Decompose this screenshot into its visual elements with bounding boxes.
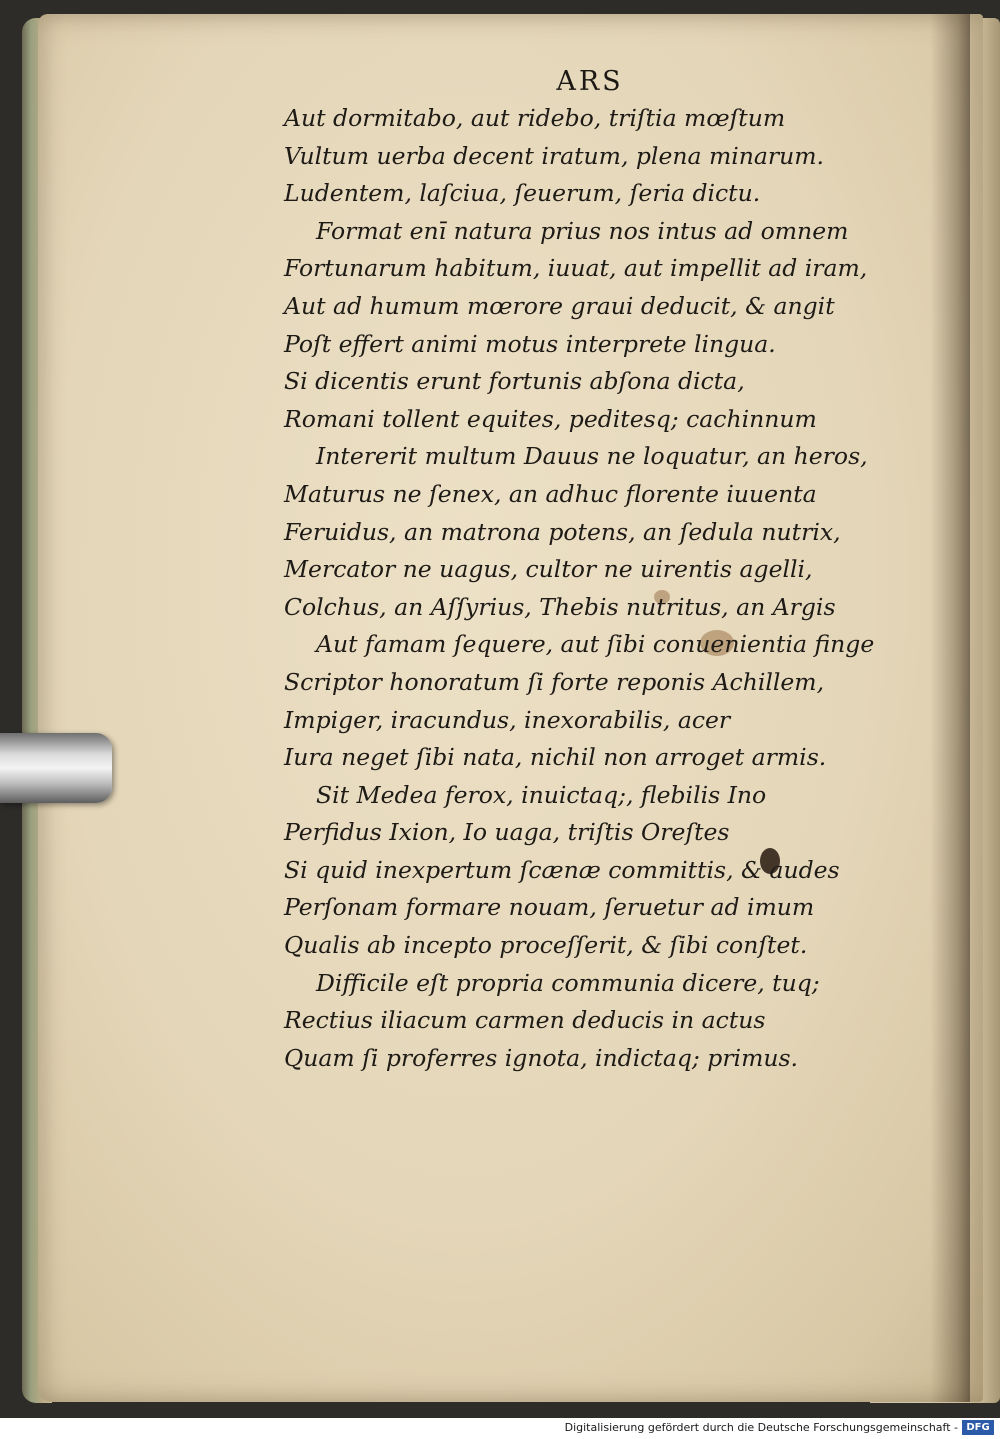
verse-line: Perſonam formare nouam, ſeruetur ad imum (284, 893, 815, 922)
verse-line: Aut famam ſequere, aut ſibi conuenientia finge (316, 630, 875, 659)
page-clip (0, 733, 112, 803)
verse-line: Feruidus, an matrona potens, an ſedula nutrix, (284, 517, 841, 546)
verse-line: Qualis ab incepto proceſſerit, & ſibi conſtet. (284, 931, 808, 960)
verse-line: Ludentem, laſciua, ſeuerum, ſeria dictu. (284, 179, 761, 208)
page-heading: ARS (556, 66, 624, 97)
verse-line: Vultum uerba decent iratum, plena minarum. (284, 141, 825, 170)
footer-credit: Digitalisierung gefördert durch die Deutsche Forschungsgemeinschaft - (564, 1421, 958, 1434)
verse-line: Colchus, an Aſſyrius, Thebis nutritus, an Argis (284, 592, 836, 621)
verse-line: Impiger, iracundus, inexorabilis, acer (284, 705, 731, 734)
verse-line: Quam ſi proferres ignota, indictaq; primus. (284, 1043, 799, 1072)
gutter-shadow (930, 14, 970, 1402)
verse-line: Romani tollent equites, peditesq; cachinnum (284, 404, 817, 433)
verse-line: Poſt effert animi motus interprete lingua. (284, 329, 776, 358)
verse-line: Si quid inexpertum ſcænæ committis, & audes (284, 855, 840, 884)
verse-line: Aut dormitabo, aut ridebo, triſtia mœſtum (284, 104, 786, 132)
verse-line: Perfidus Ixion, Io uaga, triſtis Oreſtes (284, 818, 730, 847)
verse-line: Difficile eſt propria communia dicere, tuq; (316, 968, 820, 997)
verse-block (284, 100, 884, 1077)
verse-line: Fortunarum habitum, iuuat, aut impellit ad iram, (284, 254, 868, 283)
verse-line: Aut ad humum mœrore graui deducit, & angit (284, 291, 835, 320)
verse-line: Sit Medea ferox, inuictaq;, flebilis Ino (316, 780, 767, 809)
verse-line: Rectius iliacum carmen deducis in actus (284, 1006, 766, 1035)
dfg-logo-icon: DFG (962, 1420, 994, 1435)
verse-line: Si dicentis erunt fortunis abſona dicta, (284, 367, 745, 396)
verse-line: Scriptor honoratum ſi forte reponis Achillem, (284, 667, 825, 696)
verse-line: Format enī natura prius nos intus ad omnem (316, 216, 849, 245)
verse-line: Mercator ne uagus, cultor ne uirentis agelli, (284, 555, 813, 584)
verse-line: Intererit multum Dauus ne loquatur, an heros, (316, 442, 868, 471)
verse-line: Maturus ne ſenex, an adhuc florente iuuenta (284, 479, 817, 508)
verse-line: Iura neget ſibi nata, nichil non arroget armis. (284, 743, 827, 772)
